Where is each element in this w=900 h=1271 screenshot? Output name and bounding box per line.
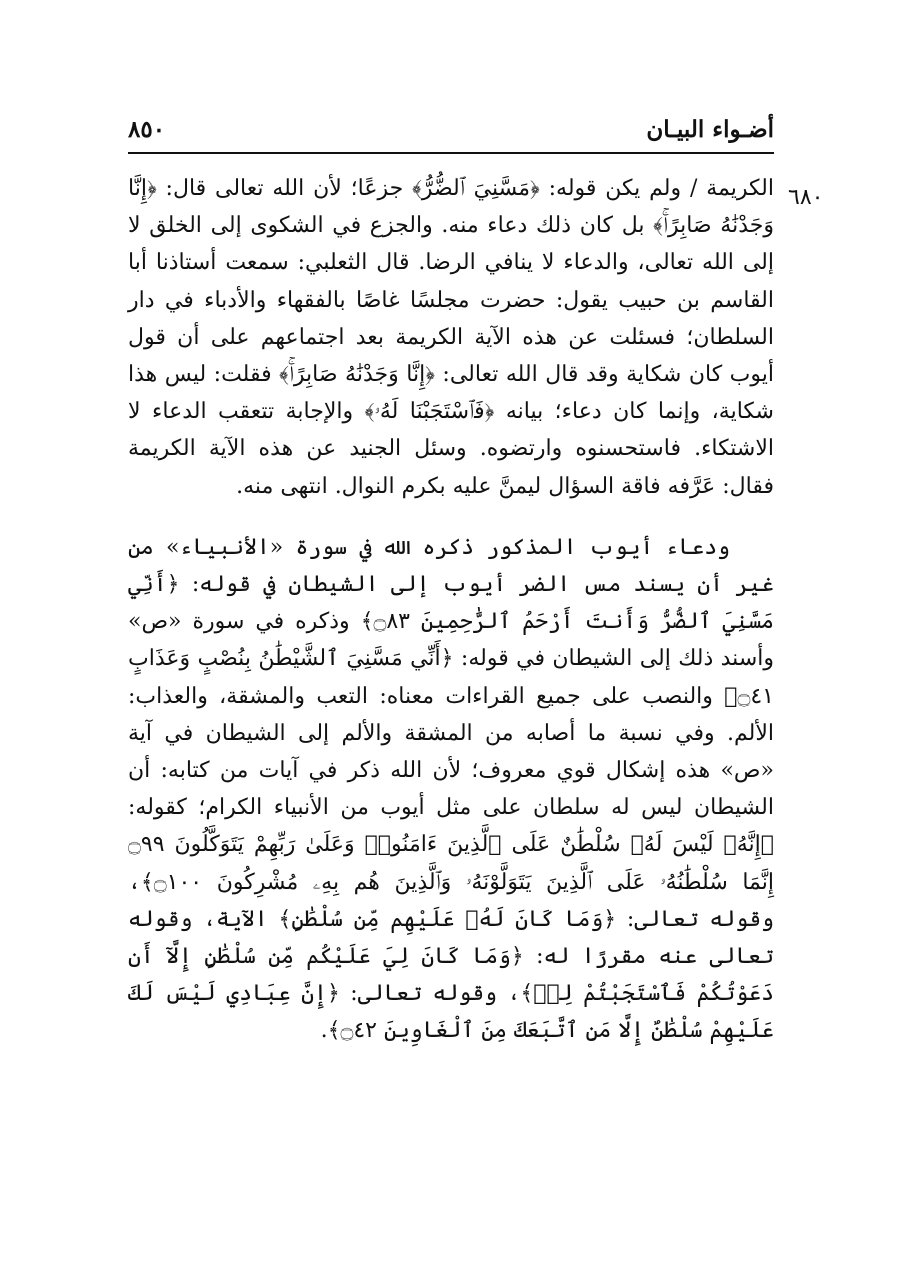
page-header — [128, 112, 774, 154]
paragraph-1: الكريمة / ولم يكن قوله: ﴿مَسَّنِيَ ٱلضُّرُّ﴾ جزعًا؛ لأن الله تعالى قال: ﴿إِنَّا وَجَدْنَٰهُ صَابِرًاۚ﴾ بل كان ذلك دعاء منه. والجزع في الشكوى إلى الخلق لا إلى الله تعالى، والدعاء لا ينافي الرضا. قال الثعلبي: سمعت أستاذنا أبا القاسم بن حبيب يقول: حضرت مجلسًا غاصًا بالفقهاء والأدباء في دار السلطان؛ فسئلت عن هذه الآية الكريمة بعد اجتماعهم على أن قول أيوب كان شكاية وقد قال الله تعالى: ﴿إِنَّا وَجَدْنَٰهُ صَابِرًاۚ﴾ فقلت: ليس هذا شكاية، وإنما كان دعاء؛ بيانه ﴿فَٱسْتَجَبْنَا لَهُۥ﴾ والإجابة تتعقب الدعاء لا الاشتكاء. فاستحسنوه وارتضوه. وسئل الجنيد عن هذه الآية الكريمة فقال: عَرَّفه فاقة السؤال ليمنَّ عليه بكرم النوال. انتهى منه. — [128, 176, 774, 499]
page-number: ٨٥٠ — [128, 116, 166, 143]
book-title: أضـواء البيـان — [646, 116, 774, 143]
main-text — [128, 170, 774, 1050]
margin-page-reference: ٦٨٠ — [788, 185, 824, 210]
paragraph-2: ودعاء أيوب المذكور ذكره الله في سورة «الأنبياء» من غير أن يسند مس الضر أيوب إلى الشيطان في قوله: ﴿أَنِّي مَسَّنِيَ ٱلضُّرُّ وَأَنتَ أَرْحَمُ ٱلرَّٰحِمِينَ ۝٨٣﴾ وذكره في سورة «ص» وأسند ذلك إلى الشيطان في قوله: ﴿أَنِّي مَسَّنِيَ ٱلشَّيْطَٰنُ بِنُصْبٍ وَعَذَابٍ ۝٤١﴾ والنصب على جميع القراءات معناه: التعب والمشقة، والعذاب: الألم. وفي نسبة ما أصابه من المشقة والألم إلى الشيطان في آية «ص» هذه إشكال قوي معروف؛ لأن الله ذكر في آيات من كتابه: أن الشيطان ليس له سلطان على مثل أيوب من الأنبياء الكرام؛ كقوله: ﴿إِنَّهُۥ لَيْسَ لَهُۥ سُلْطَٰنٌ عَلَى ٱلَّذِينَ ءَامَنُوا۟ وَعَلَىٰ رَبِّهِمْ يَتَوَكَّلُونَ ۝٩٩ إِنَّمَا سُلْطَٰنُهُۥ عَلَى ٱلَّذِينَ يَتَوَلَّوْنَهُۥ وَٱلَّذِينَ هُم بِهِۦ مُشْرِكُونَ ۝١٠٠﴾، وقوله تعالى: ﴿وَمَا كَانَ لَهُۥ عَلَيْهِم مِّن سُلْطَٰنٍ﴾ الآية، وقوله تعالى عنه مقررًا له: ﴿وَمَا كَانَ لِيَ عَلَيْكُم مِّن سُلْطَٰنٍ إِلَّآ أَن دَعَوْتُكُمْ فَٱسْتَجَبْتُمْ لِيۖ﴾، وقوله تعالى: ﴿إِنَّ عِبَادِي لَيْسَ لَكَ عَلَيْهِمْ سُلْطَٰنٌ إِلَّا مَنِ ٱتَّبَعَكَ مِنَ ٱلْغَاوِينَ ۝٤٢﴾. — [128, 534, 774, 1044]
